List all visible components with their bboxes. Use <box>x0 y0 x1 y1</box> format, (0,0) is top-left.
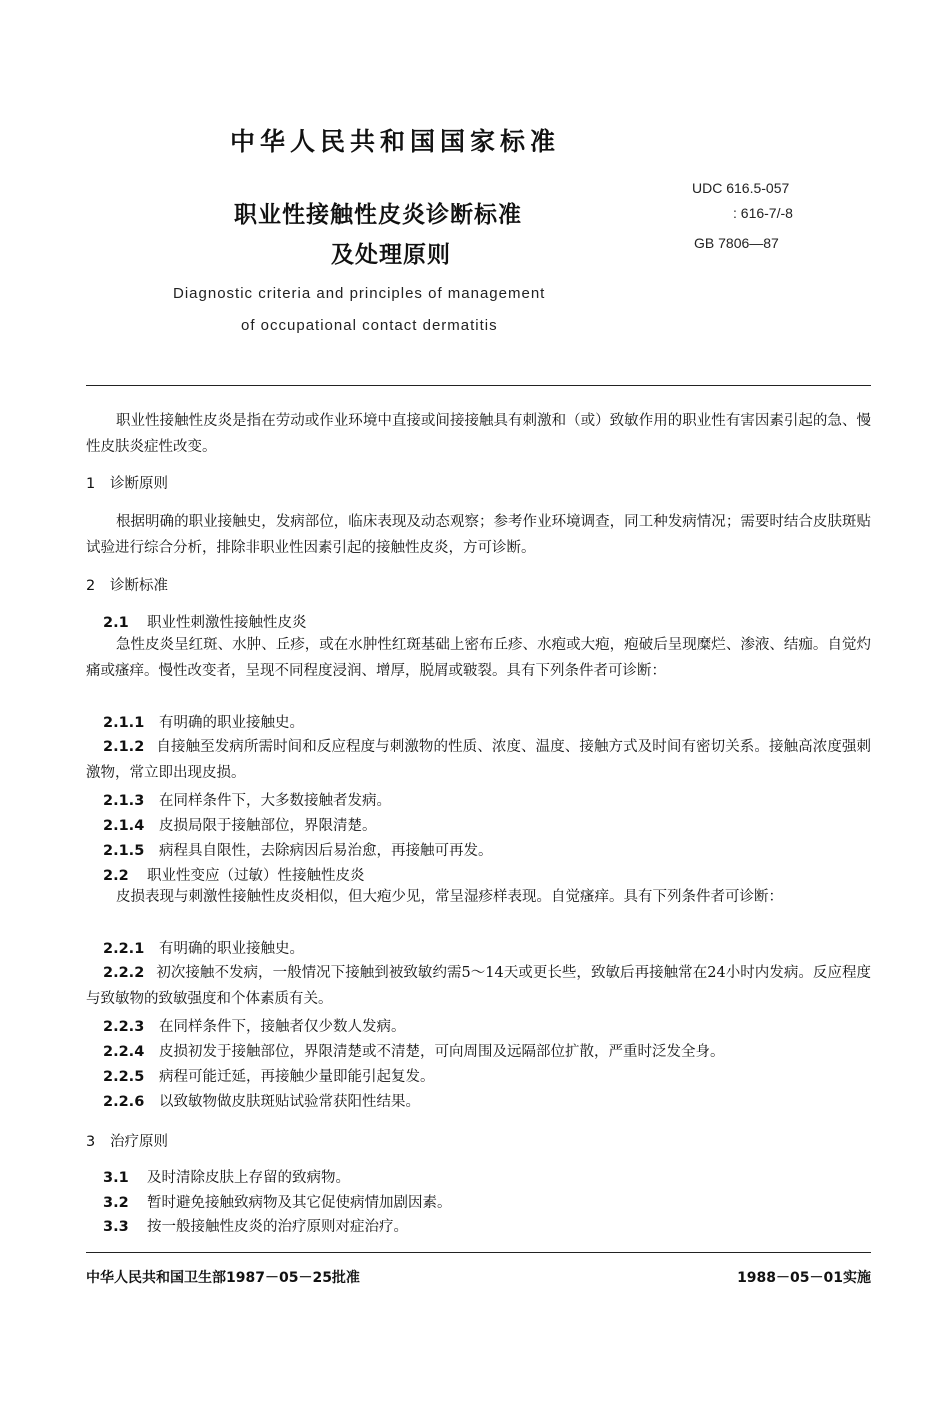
clause-3-3 <box>103 1215 408 1236</box>
subsection-number: 2.2 <box>103 868 129 884</box>
clause-text: 按一般接触性皮炎的治疗原则对症治疗。 <box>147 1219 408 1235</box>
clause-text: 及时清除皮肤上存留的致病物。 <box>147 1170 350 1186</box>
clause-3-2 <box>103 1191 452 1212</box>
clause-text: 有明确的职业接触史。 <box>159 941 304 957</box>
clause-text: 暂时避免接触致病物及其它促使病情加剧因素。 <box>147 1195 452 1211</box>
top-divider <box>86 385 871 386</box>
clause-text: 在同样条件下，大多数接触者发病。 <box>159 793 391 809</box>
subsection-title: 职业性刺激性接触性皮炎 <box>147 615 307 631</box>
document-title-line-2: 及处理原则 <box>331 242 451 268</box>
clause-number: 2.2.3 <box>103 1019 145 1035</box>
clause-text: 病程具自限性，去除病因后易治愈，再接触可再发。 <box>159 843 493 859</box>
subsection-2-2-heading <box>103 864 365 885</box>
clause-number: 3.2 <box>103 1195 129 1211</box>
clause-number: 2.1.2 <box>103 739 145 755</box>
clause-number: 2.2.5 <box>103 1069 145 1085</box>
clause-text: 自接触至发病所需时间和反应程度与刺激物的性质、浓度、温度、接触方式及时间有密切关系。接触高浓度强刺激物，常立即出现皮损。 <box>86 739 871 781</box>
gb-code: GB 7806—87 <box>694 235 779 251</box>
clause-2-2-3 <box>103 1015 406 1036</box>
clause-number: 2.1.5 <box>103 843 145 859</box>
section-3-heading <box>86 1130 168 1151</box>
clause-number: 2.2.2 <box>103 965 145 981</box>
section-1-heading <box>86 472 168 493</box>
english-title-line-2: of occupational contact dermatitis <box>241 317 498 334</box>
clause-number: 2.2.6 <box>103 1094 145 1110</box>
effective-date: 1988－05－01实施 <box>737 1270 871 1286</box>
section-number: 3 <box>86 1134 96 1150</box>
clause-2-2-6 <box>103 1090 420 1111</box>
udc-code-line-1: UDC 616.5-057 <box>692 180 790 196</box>
clause-number: 3.1 <box>103 1170 129 1186</box>
national-standard-title: 中华人民共和国国家标准 <box>229 127 560 156</box>
subsection-number: 2.1 <box>103 615 129 631</box>
clause-2-2-2 <box>86 961 871 1012</box>
subsection-title: 职业性变应（过敏）性接触性皮炎 <box>147 868 365 884</box>
section-title: 诊断原则 <box>110 476 168 492</box>
english-title-line-1: Diagnostic criteria and principles of management <box>173 285 546 302</box>
subsection-2-1-paragraph: 急性皮炎呈红斑、水肿、丘疹，或在水肿性红斑基础上密布丘疹、水疱或大疱，疱破后呈现糜烂、渗液、结痂。自觉灼痛或瘙痒。慢性改变者，呈现不同程度浸润、增厚，脱屑或皲裂。具有下列条件者可诊断： <box>86 637 871 679</box>
section-number: 2 <box>86 578 96 594</box>
section-1-paragraph: 根据明确的职业接触史，发病部位，临床表现及动态观察；参考作业环境调查，同工种发病情况；需要时结合皮肤斑贴试验进行综合分析，排除非职业性因素引起的接触性皮炎，方可诊断。 <box>86 514 871 556</box>
udc-code-line-2: : 616-7/-8 <box>733 205 793 221</box>
bottom-divider <box>86 1252 871 1253</box>
clause-2-1-4 <box>103 814 377 835</box>
clause-text: 在同样条件下，接触者仅少数人发病。 <box>159 1019 406 1035</box>
clause-2-2-4 <box>103 1040 725 1061</box>
clause-number: 2.1.1 <box>103 715 145 731</box>
clause-text: 有明确的职业接触史。 <box>159 715 304 731</box>
clause-3-1 <box>103 1166 350 1187</box>
clause-text: 以致敏物做皮肤斑贴试验常获阳性结果。 <box>159 1094 420 1110</box>
document-title-line-1: 职业性接触性皮炎诊断标准 <box>234 202 522 228</box>
subsection-2-2-paragraph: 皮损表现与刺激性接触性皮炎相似，但大疱少见，常呈湿疹样表现。自觉瘙痒。具有下列条件者可诊断： <box>116 889 783 905</box>
intro-paragraph: 职业性接触性皮炎是指在劳动或作业环境中直接或间接接触具有刺激和（或）致敏作用的职业性有害因素引起的急、慢性皮肤炎症性改变。 <box>86 413 871 455</box>
section-title: 诊断标准 <box>110 578 168 594</box>
clause-number: 2.2.1 <box>103 941 145 957</box>
clause-number: 2.2.4 <box>103 1044 145 1060</box>
clause-2-2-5 <box>103 1065 435 1086</box>
clause-2-1-1 <box>103 711 304 732</box>
clause-number: 2.1.3 <box>103 793 145 809</box>
clause-text: 皮损初发于接触部位，界限清楚或不清楚，可向周围及远隔部位扩散，严重时泛发全身。 <box>159 1044 725 1060</box>
section-number: 1 <box>86 476 96 492</box>
clause-2-2-1 <box>103 937 304 958</box>
clause-2-1-2 <box>86 735 871 786</box>
clause-text: 初次接触不发病，一般情况下接触到被致敏约需5～14天或更长些，致敏后再接触常在24小时内发病。反应程度与致敏物的致敏强度和个体素质有关。 <box>86 965 871 1007</box>
clause-2-1-5 <box>103 839 493 860</box>
subsection-2-1-heading <box>103 611 307 632</box>
section-2-heading <box>86 574 168 595</box>
section-title: 治疗原则 <box>110 1134 168 1150</box>
approval-date: 中华人民共和国卫生部1987－05－25批准 <box>86 1270 360 1286</box>
clause-text: 皮损局限于接触部位，界限清楚。 <box>159 818 377 834</box>
clause-text: 病程可能迁延，再接触少量即能引起复发。 <box>159 1069 435 1085</box>
clause-2-1-3 <box>103 789 391 810</box>
clause-number: 2.1.4 <box>103 818 145 834</box>
clause-number: 3.3 <box>103 1219 129 1235</box>
